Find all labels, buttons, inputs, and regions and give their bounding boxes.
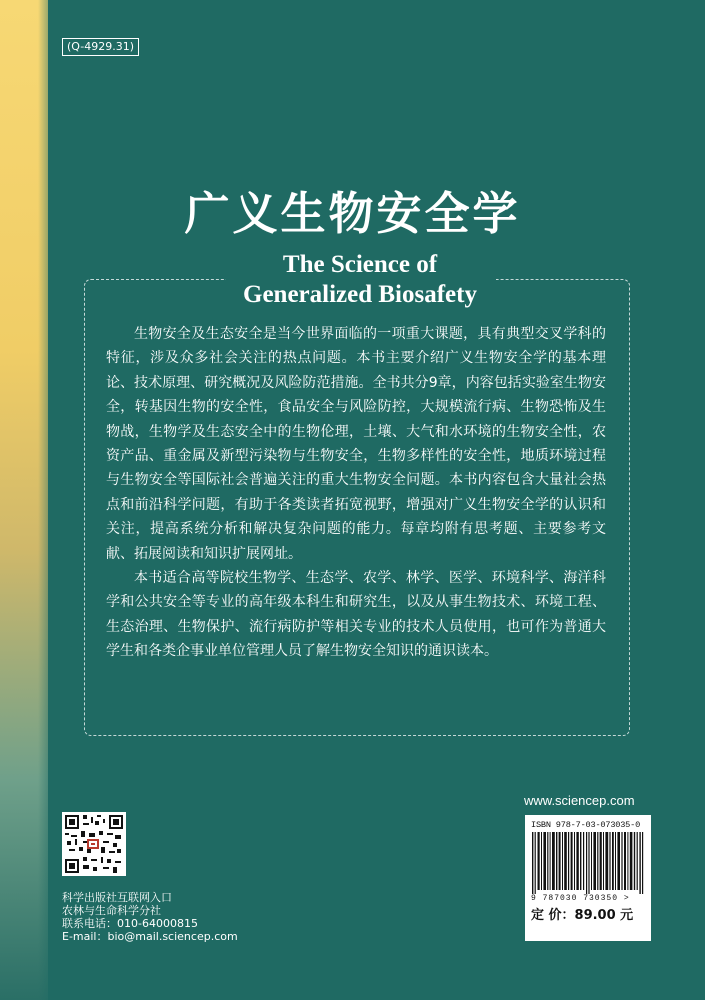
spine-fade [38,0,52,1000]
qr-code-icon [65,815,123,873]
catalog-code: (Q-4929.31) [62,38,139,56]
publisher-contact [62,891,238,943]
title-en-line2: Generalized Biosafety [243,281,477,308]
publisher-phone: 联系电话：010-64000815 [62,917,198,930]
book-title-chinese: 广义生物安全学 [184,187,521,240]
isbn-barcode-card [525,815,651,941]
portal-label: 科学出版社互联网入口 [62,891,172,904]
description-paragraph-2: 本书适合高等院校生物学、生态学、农学、林学、医学、环境科学、海洋科学和公共安全等专业的高年级本科生和研究生，以及从事生物技术、环境工程、生态治理、生物保护、流行病防护等相关专业的技术人员使用，也可作为普通大学生和各类企事业单位管理人员了解生物安全知识的通识读本。 [106,570,606,660]
description-paragraph-1: 生物安全及生态安全是当今世界面临的一项重大课题，具有典型交叉学科的特征，涉及众多社会关注的热点问题。本书主要介绍广义生物安全学的基本理论、技术原理、研究概况及风险防范措施。全书共分9章，内容包括实验室生物安全，转基因生物的安全性，食品安全与风险防控，大规模流行病、生物恐怖及生物战，生物学及生态安全中的生物伦理，土壤、大气和水环境的生物安全性，农资产品、重金属及新型污染物与生物安全，生物多样性的安全性，地质环境过程与生物安全等国际社会普遍关注的重大生物安全问题。本书内容包含大量社会热点和前沿科学问题，有助于各类读者拓宽视野，增强对广义生物安全学的认识和关注，提高系统分析和解决复杂问题的能力。每章均附有思考题、主要参考文献、拓展阅读和知识扩展网址。 [106,326,606,562]
book-description [106,322,606,664]
barcode-icon [531,832,645,894]
publisher-website: www.sciencep.com [524,793,635,808]
book-title-english [150,250,570,310]
barcode-digits: 9 787030 730350 > [531,894,630,903]
publisher-email: E-mail：bio@mail.sciencep.com [62,930,238,943]
qr-code[interactable] [62,812,126,876]
book-price: 定 价：89.00 元 [531,908,634,923]
isbn-text: ISBN 978-7-03-073035-0 [531,820,641,830]
title-en-line1: The Science of [282,251,438,278]
publisher-branch: 农林与生命科学分社 [62,904,161,917]
